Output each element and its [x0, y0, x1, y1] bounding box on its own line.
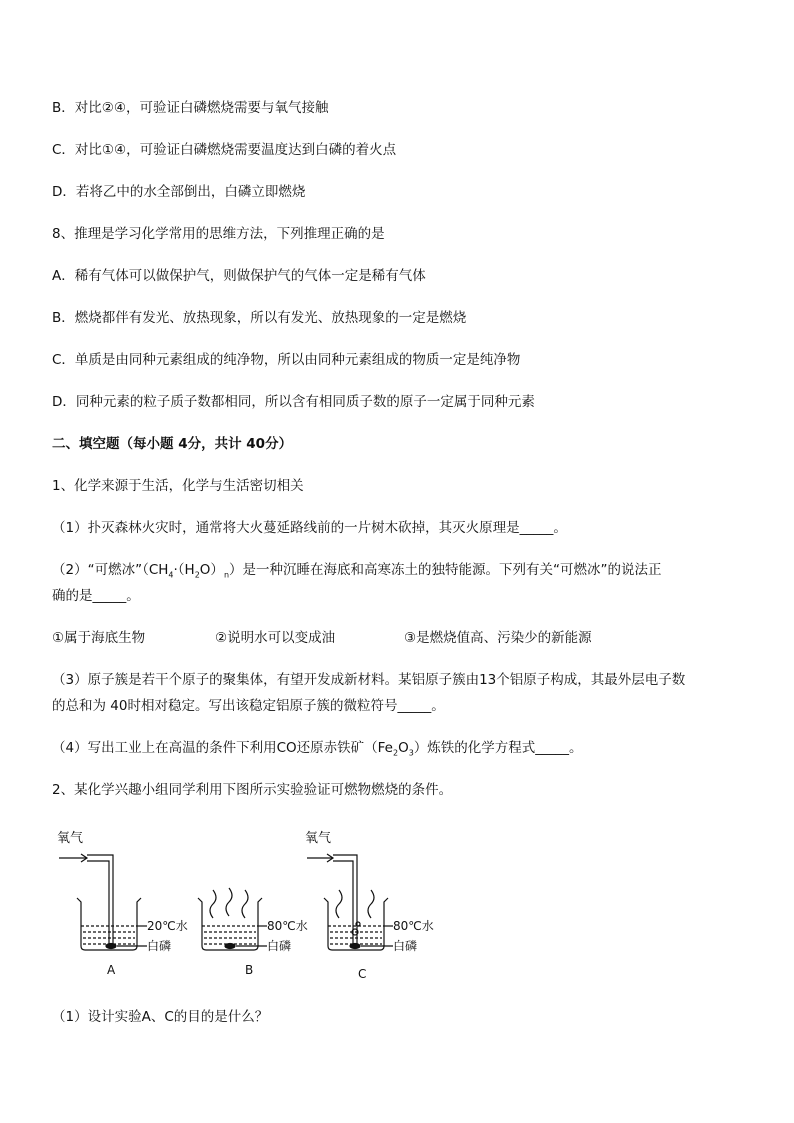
experiment-figure	[55, 828, 435, 988]
part-4-text-b: O	[398, 740, 409, 756]
fill-2-stem: 2、某化学兴趣小组同学利用下图所示实验验证可燃物燃烧的条件。	[52, 782, 453, 798]
choice-1: ①属于海底生物	[52, 630, 146, 646]
fill-1-part-2-line-2: 确的是_____。	[52, 588, 140, 604]
label-c: C	[358, 967, 367, 981]
option-7b: B．对比②④，可验证白磷燃烧需要与氧气接触	[52, 100, 329, 116]
steam-b-3	[242, 890, 248, 918]
option-8c: C．单质是由同种元素组成的纯净物，所以由同种元素组成的物质一定是纯净物	[52, 352, 521, 368]
label-a: A	[107, 963, 116, 977]
option-8d: D．同种元素的粒子质子数都相同，所以含有相同质子数的原子一定属于同种元素	[52, 394, 535, 410]
option-8a: A．稀有气体可以做保护气，则做保护气的气体一定是稀有气体	[52, 268, 426, 284]
phosphorus-label-b: 白磷	[267, 939, 292, 953]
steam-b-2	[226, 888, 232, 916]
choice-2: ②说明水可以变成油	[215, 630, 336, 646]
fill-1-part-1: （1）扑灭森林火灾时，通常将大火蔓延路线前的一片树木砍掉，其灭火原理是_____。	[52, 520, 567, 536]
phosphorus-label-c: 白磷	[393, 939, 418, 953]
label-b: B	[245, 963, 254, 977]
part-2-text-d: ）是一种沉睡在海底和高寒冻土的独特能源。下列有关“可燃冰”的说法正	[229, 562, 662, 578]
beaker-b	[198, 888, 308, 977]
beaker-a	[57, 831, 188, 977]
water-80-label-b: 80℃水	[267, 919, 308, 933]
subscript-2: 2	[392, 748, 399, 758]
steam-c-1	[336, 890, 342, 918]
oxygen-label-a: 氧气	[57, 831, 84, 846]
subscript-3: 3	[408, 748, 414, 758]
phosphorus-label-a: 白磷	[147, 939, 172, 953]
phosphorus-c	[350, 944, 360, 949]
fill-1-part-3-line-2: 的总和为 40时相对稳定。写出该稳定铝原子簇的微粒符号_____。	[52, 698, 445, 714]
water-fill-b	[204, 932, 256, 944]
part-4-text-c: ）炼铁的化学方程式_____。	[413, 740, 583, 756]
oxygen-label-c: 氧气	[305, 831, 332, 846]
choice-3: ③是燃烧值高、污染少的新能源	[404, 630, 592, 646]
fill-1-part-4	[52, 739, 583, 757]
part-2-text-b: ·（H	[173, 562, 195, 578]
water-fill-c	[330, 932, 382, 944]
fill-1-stem: 1、化学来源于生活，化学与生活密切相关	[52, 478, 304, 494]
part-2-text-a: （2）“可燃冰”（CH	[52, 562, 169, 578]
section-2-heading: 二、填空题（每小题 4分，共计 40分）	[52, 436, 293, 452]
phosphorus-b	[225, 944, 235, 949]
option-8b: B．燃烧都伴有发光、放热现象，所以有发光、放热现象的一定是燃烧	[52, 310, 467, 326]
question-8-stem: 8、推理是学习化学常用的思维方法，下列推理正确的是	[52, 226, 385, 242]
steam-b-1	[210, 890, 216, 918]
phosphorus-a	[106, 944, 116, 949]
fill-2-question-1: （1）设计实验A、C的目的是什么？	[52, 1009, 269, 1025]
part-2-text-c: O）	[199, 562, 224, 578]
oxygen-tube-c	[333, 855, 357, 944]
subscript-n: n	[223, 570, 230, 580]
beaker-outline-b	[198, 898, 262, 950]
fill-1-part-3-line-1: （3）原子簇是若干个原子的聚集体，有望开发成新材料。某铝原子簇由13个铝原子构成，其最外层电子数	[52, 672, 686, 688]
steam-c-2	[368, 890, 374, 918]
option-7d: D．若将乙中的水全部倒出，白磷立即燃烧	[52, 184, 306, 200]
water-80-label-c: 80℃水	[393, 919, 434, 933]
fill-1-part-2-line-1	[52, 561, 662, 579]
subscript-2: 2	[194, 570, 200, 580]
part-4-text-a: （4）写出工业上在高温的条件下利用CO还原赤铁矿（Fe	[52, 740, 393, 756]
option-7c: C．对比①④，可验证白磷燃烧需要温度达到白磷的着火点	[52, 142, 397, 158]
water-20-label: 20℃水	[147, 919, 188, 933]
subscript-4: 4	[168, 570, 174, 580]
beaker-c	[305, 831, 434, 981]
